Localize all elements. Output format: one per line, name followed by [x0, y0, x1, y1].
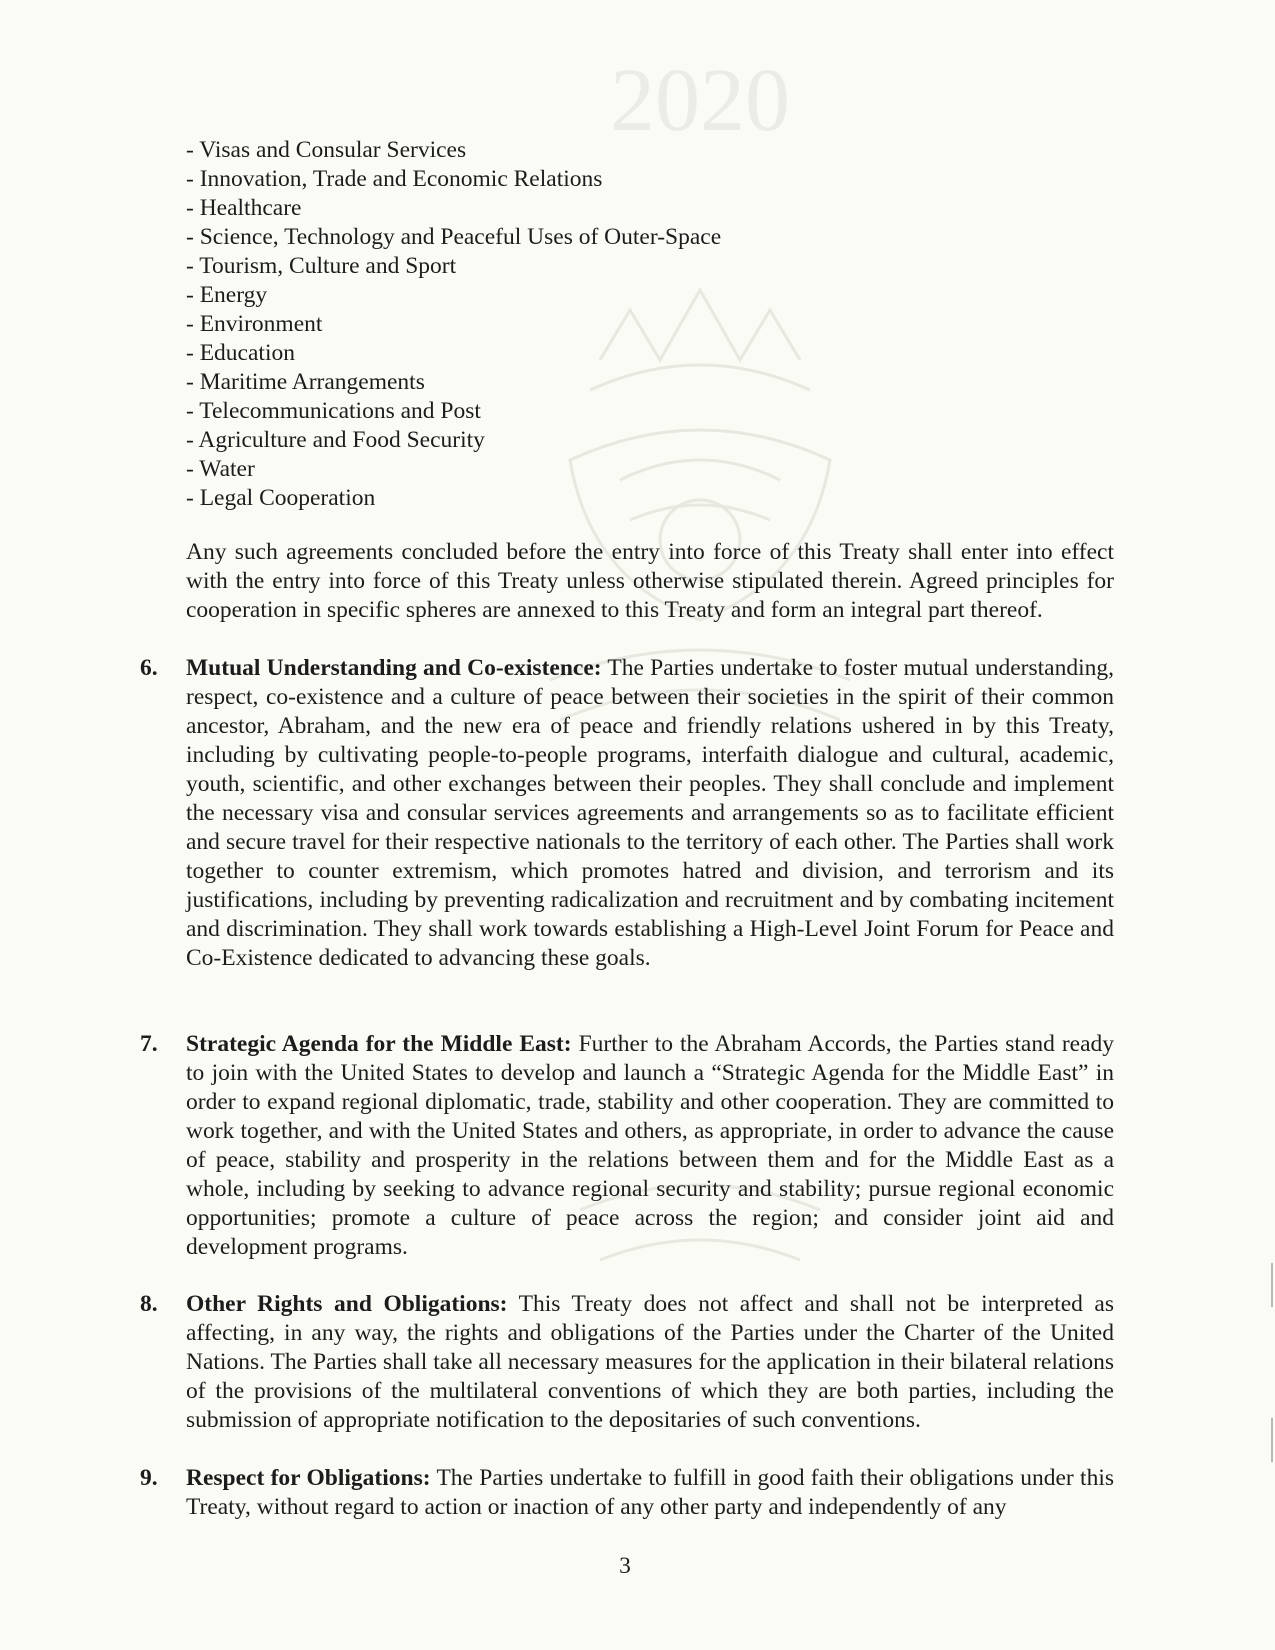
clause-number: 9. — [140, 1465, 158, 1491]
list-item: - Telecommunications and Post — [186, 398, 481, 424]
page-number: 3 — [619, 1553, 631, 1579]
list-item: - Environment — [186, 311, 323, 337]
clause-title: Strategic Agenda for the Middle East: — [186, 1031, 572, 1057]
list-item: - Legal Cooperation — [186, 485, 376, 511]
list-item: - Maritime Arrangements — [186, 369, 425, 395]
clause-body — [186, 1464, 1114, 1522]
list-item: - Water — [186, 456, 255, 482]
clause-text: The Parties undertake to foster mutual understanding, respect, co-existence and a culture of peace between their societies in the spirit of their common ancestor, Abraham, and the new era of peace and friendly relations ushered in by this Treaty, including by cultivating people-to-people programs, interfaith dialogue and cultural, academic, youth, scientific, and other exchanges between their peoples. They shall conclude and implement the necessary visa and consular services agreements and arrangements so as to facilitate efficient and secure travel for their respective nationals to the territory of each other. The Parties shall work together to counter extremism, which promotes hatred and division, and terrorism and its justifications, including by preventing radicalization and recruitment and by combating incitement and discrimination. They shall work towards establishing a High-Level Joint Forum for Peace and Co-Existence dedicated to advancing these goals. — [186, 655, 1114, 971]
clause-number: 8. — [140, 1291, 158, 1317]
clause-body — [186, 1030, 1114, 1262]
scan-edge-mark — [1271, 1263, 1273, 1307]
list-item: - Tourism, Culture and Sport — [186, 253, 457, 279]
agreements-paragraph: Any such agreements concluded before the entry into force of this Treaty shall enter into effect with the entry into force of this Treaty unless otherwise stipulated therein. Agreed principles for cooperation in specific spheres are annexed to this Treaty and form an integral part thereof. — [186, 539, 1114, 623]
clause-6 — [140, 654, 1114, 973]
clause-text: The Parties undertake to fulfill in good faith their obligations under this Treaty, without regard to action or inaction of any other party and independently of any — [186, 1465, 1115, 1520]
list-item: - Healthcare — [186, 195, 302, 221]
clause-8 — [140, 1290, 1114, 1435]
list-item: - Visas and Consular Services — [186, 137, 467, 163]
clause-text: This Treaty does not affect and shall not be interpreted as affecting, in any way, the rights and obligations of the Parties under the Charter of the United Nations. The Parties shall take all necessary measures for the application in their bilateral relations of the provisions of the multilateral conventions of which they are both parties, including the submission of appropriate notification to the depositaries of such conventions. — [186, 1291, 1114, 1433]
clause-number: 6. — [140, 655, 158, 681]
watermark-year: 2020 — [610, 60, 790, 150]
clause-title: Mutual Understanding and Co-existence: — [186, 655, 602, 681]
clause-body — [186, 654, 1114, 973]
clause-9 — [140, 1464, 1114, 1522]
list-item: - Energy — [186, 282, 268, 308]
list-item: - Education — [186, 340, 295, 366]
clause-title: Respect for Obligations: — [186, 1465, 431, 1491]
list-item: - Agriculture and Food Security — [186, 427, 485, 453]
clause-number: 7. — [140, 1031, 158, 1057]
clause-title: Other Rights and Obligations: — [186, 1291, 508, 1317]
list-item: - Innovation, Trade and Economic Relations — [186, 166, 603, 192]
list-item: - Science, Technology and Peaceful Uses of Outer-Space — [186, 224, 722, 250]
clause-7 — [140, 1030, 1114, 1262]
clause-text: Further to the Abraham Accords, the Parties stand ready to join with the United States to develop and launch a “Strategic Agenda for the Middle East” in order to expand regional diplomatic, trade, stability and other cooperation. They are committed to work together, and with the United States and others, as appropriate, in order to advance the cause of peace, stability and prosperity in the relations between them and for the Middle East as a whole, including by seeking to advance regional security and stability; pursue regional economic opportunities; promote a culture of peace across the region; and consider joint aid and development programs. — [186, 1031, 1115, 1260]
clause-body — [186, 1290, 1114, 1435]
scan-edge-mark — [1271, 1418, 1273, 1462]
cooperation-sectors-list — [186, 136, 721, 513]
